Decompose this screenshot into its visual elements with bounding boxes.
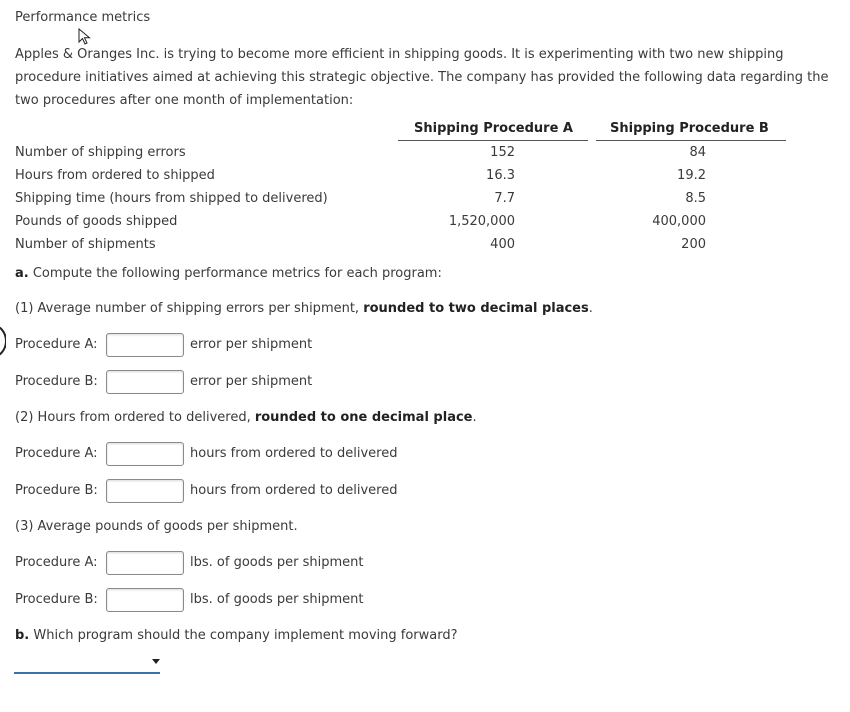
row-label: Number of shipping errors [15,145,186,160]
q1-unit-b: error per shipment [190,374,313,389]
row-value-b: 400,000 [652,214,706,229]
question-2-end: . [472,410,477,425]
part-b-prefix: b. [15,628,30,643]
q1-unit-a: error per shipment [190,337,313,352]
part-b-question [15,628,458,643]
row-value-b: 200 [681,237,706,252]
question-1-text: (1) Average number of shipping errors per shipment, [15,301,364,316]
q2-label-b: Procedure B: [15,483,98,498]
header-procedure-b: Shipping Procedure B [610,121,769,136]
row-value-a: 16.3 [486,168,515,183]
header-underline-a [398,140,588,141]
q3-unit-a: lbs. of goods per shipment [190,555,364,570]
part-a-text: Compute the following performance metrics for each program: [28,266,442,281]
edge-circle-decoration [0,323,6,359]
row-value-b: 84 [689,145,706,160]
question-2-bold: rounded to one decimal place [254,410,473,425]
question-1-end: . [588,301,593,316]
q2-procedure-a-input[interactable] [106,442,184,466]
row-value-b: 19.2 [677,168,706,183]
chevron-down-icon [152,659,160,664]
row-value-a: 7.7 [494,191,515,206]
part-b-text: Which program should the company implement moving forward? [29,628,458,643]
header-underline-b [596,140,786,141]
q3-procedure-a-input[interactable] [106,551,184,575]
q1-label-a: Procedure A: [15,337,98,352]
row-label: Shipping time (hours from shipped to delivered) [15,191,328,206]
question-1-bold: rounded to two decimal places [363,301,589,316]
q3-procedure-b-input[interactable] [106,588,184,612]
row-label: Hours from ordered to shipped [15,168,215,183]
question-1 [15,301,593,316]
part-a-instruction [15,266,442,281]
row-value-a: 400 [490,237,515,252]
row-value-a: 152 [490,145,515,160]
header-procedure-a: Shipping Procedure A [414,121,573,136]
page-title: Performance metrics [15,10,151,25]
program-select-dropdown[interactable] [14,657,160,674]
q1-procedure-a-input[interactable] [106,333,184,357]
q2-label-a: Procedure A: [15,446,98,461]
row-value-a: 1,520,000 [448,214,515,229]
row-label: Number of shipments [15,237,156,252]
question-2-text: (2) Hours from ordered to delivered, [15,410,255,425]
q3-label-a: Procedure A: [15,555,98,570]
intro-paragraph: Apples & Oranges Inc. is trying to become more efficient in shipping goods. It is experimenting with two new shipping procedure initiatives aimed at achieving this strategic objective. The company has provided the following data regarding the two procedures after one month of implementation: [15,47,829,108]
q1-procedure-b-input[interactable] [106,370,184,394]
row-label: Pounds of goods shipped [15,214,178,229]
question-3: (3) Average pounds of goods per shipment. [15,519,298,534]
q3-unit-b: lbs. of goods per shipment [190,592,364,607]
part-a-prefix: a. [15,266,29,281]
q2-procedure-b-input[interactable] [106,479,184,503]
row-value-b: 8.5 [685,191,706,206]
q2-unit-a: hours from ordered to delivered [190,446,398,461]
q2-unit-b: hours from ordered to delivered [190,483,398,498]
q3-label-b: Procedure B: [15,592,98,607]
q1-label-b: Procedure B: [15,374,98,389]
question-2 [15,410,477,425]
